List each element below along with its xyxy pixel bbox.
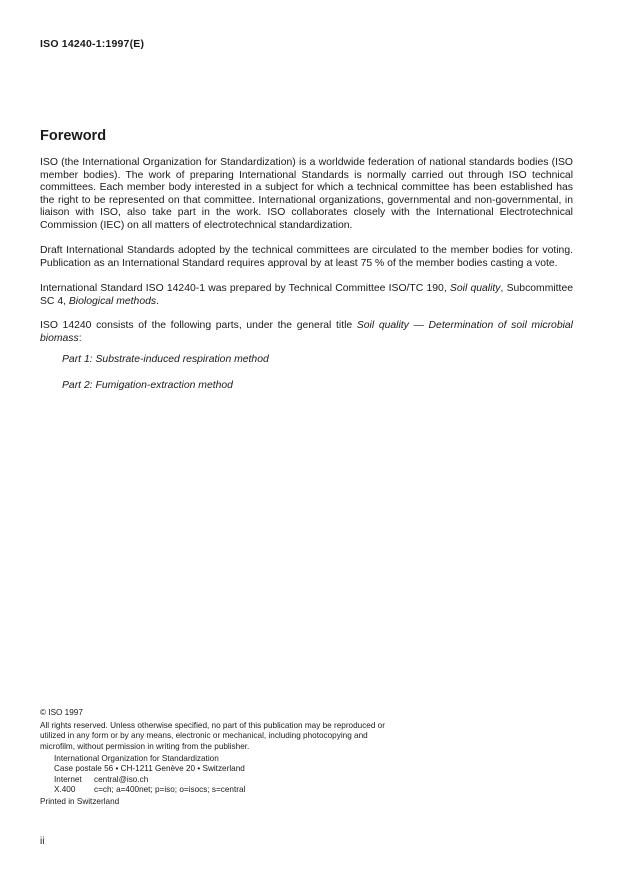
foreword-paragraph-1: ISO (the International Organization for Standardization) is a worldwide federation of national standards bodies (ISO member bodies). The work of preparing International Standards is normally carried out through ISO technical committees. Each member body interested in a subject for which a technical committee has been established has the right to be represented on that committee. International organizations, governmental and non-governmental, in liaison with ISO, also take part in the work. ISO collaborates closely with the International Electrotechnical Commission (IEC) on all matters of electrotechnical standardization. [40, 157, 573, 231]
internet-label: Internet [54, 774, 82, 784]
internet-row [54, 775, 245, 785]
x400-label: X.400 [54, 785, 76, 795]
page-number: ii [40, 836, 45, 847]
p3-text-e: . [156, 295, 159, 307]
x400-row [54, 785, 245, 795]
foreword-paragraph-3 [40, 283, 573, 308]
foreword-paragraph-4 [40, 320, 573, 345]
part-item-2: Part 2: Fumigation-extraction method [62, 380, 233, 391]
postal-address: Case postale 56 • CH-1211 Genève 20 • Switzerland [54, 764, 245, 774]
x400-value: c=ch; a=400net; p=iso; o=isocs; s=central [94, 785, 246, 795]
section-title: Foreword [40, 128, 107, 144]
document-id: ISO 14240-1:1997(E) [40, 38, 145, 50]
copyright-line: © ISO 1997 [40, 708, 83, 717]
p3-text-a: International Standard ISO 14240-1 was prepared by Technical Committee ISO/TC 190, [40, 283, 450, 294]
org-name: International Organization for Standardization [54, 754, 219, 763]
printed-in: Printed in Switzerland [40, 797, 120, 806]
rights-statement: All rights reserved. Unless otherwise specified, no part of this publication may be reproduced or utilized in any form or by any means, electronic or mechanical, including photocopying and microfilm, without permission in writing from the publisher. [40, 721, 385, 751]
foreword-paragraph-2: Draft International Standards adopted by the technical committees are circulated to the member bodies for voting. Publication as an International Standard requires approval by at least 75 % of the member bodies casting a vote. [40, 245, 573, 269]
p3-soil-quality: Soil quality [449, 283, 501, 294]
p4-text-a: ISO 14240 consists of the following parts, under the general title [40, 320, 357, 331]
p3-biological-methods: Biological methods [68, 295, 157, 307]
internet-value: central@iso.ch [94, 774, 149, 784]
part-item-1: Part 1: Substrate-induced respiration method [62, 354, 269, 365]
p4-text-c: : [78, 332, 82, 344]
p3-text-c: , Subcommittee SC 4, [40, 283, 574, 307]
p4-general-title: Soil quality — Determination of soil microbial biomass [40, 320, 573, 344]
publisher-address [54, 754, 245, 796]
